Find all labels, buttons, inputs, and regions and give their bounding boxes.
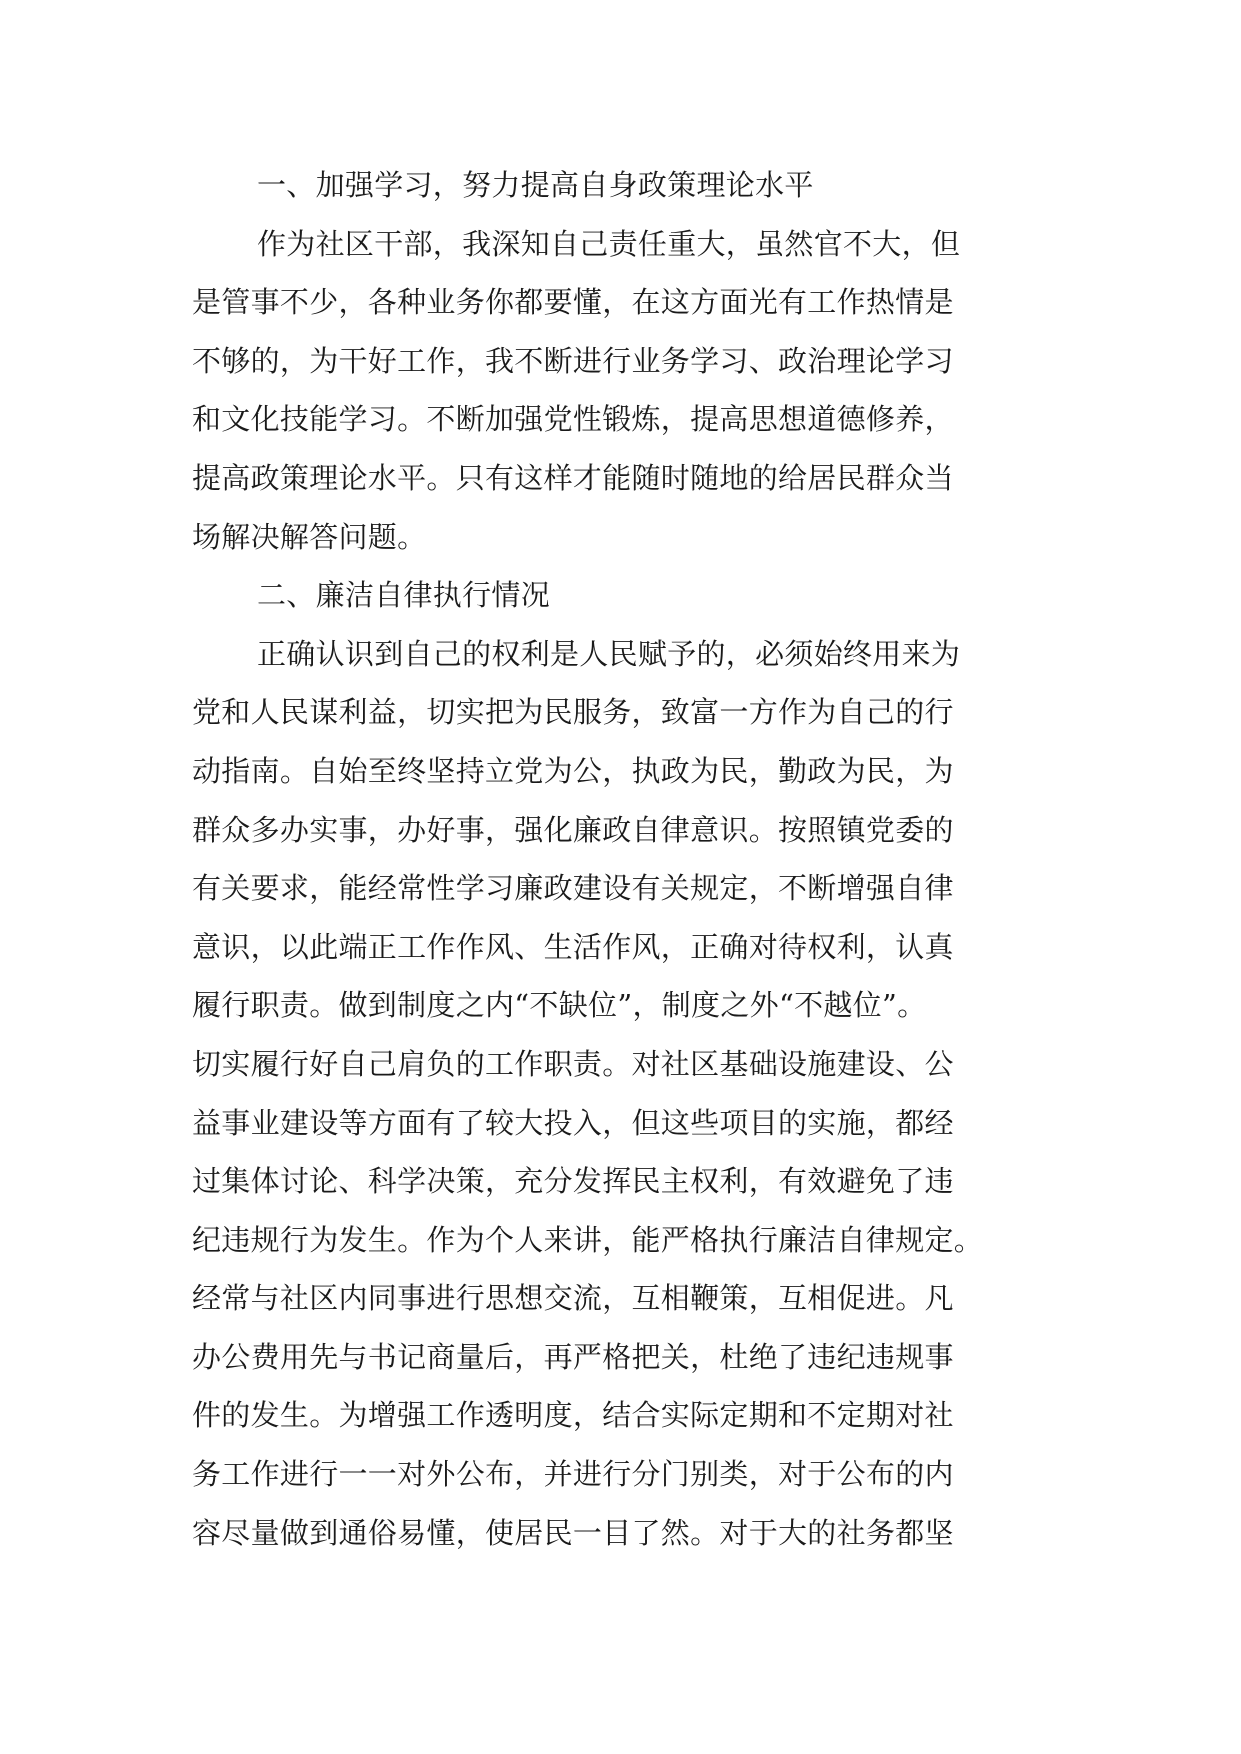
paragraph-line: 经常与社区内同事进行思想交流，互相鞭策，互相促进。凡 xyxy=(192,1281,954,1316)
paragraph-line: 件的发生。为增强工作透明度，结合实际定期和不定期对社 xyxy=(192,1398,954,1433)
section-heading-2: 二、廉洁自律执行情况 xyxy=(257,578,551,613)
paragraph-line: 作为社区干部，我深知自己责任重大，虽然官不大，但 xyxy=(257,226,961,261)
paragraph-line: 不够的，为干好工作，我不断进行业务学习、政治理论学习 xyxy=(192,343,954,378)
paragraph-line: 纪违规行为发生。作为个人来讲，能严格执行廉洁自律规定。 xyxy=(192,1222,984,1257)
paragraph-line: 和文化技能学习。不断加强党性锻炼，提高思想道德修养， xyxy=(192,402,954,437)
paragraph-line: 有关要求，能经常性学习廉政建设有关规定，不断增强自律 xyxy=(192,871,954,906)
paragraph-line: 益事业建设等方面有了较大投入，但这些项目的实施，都经 xyxy=(192,1105,954,1140)
paragraph-line: 群众多办实事，办好事，强化廉政自律意识。按照镇党委的 xyxy=(192,812,954,847)
paragraph-line: 正确认识到自己的权利是人民赋予的，必须始终用来为 xyxy=(257,636,961,671)
paragraph-line: 意识，以此端正工作作风、生活作风，正确对待权利，认真 xyxy=(192,929,954,964)
paragraph-line: 切实履行好自己肩负的工作职责。对社区基础设施建设、公 xyxy=(192,1046,954,1081)
paragraph-line: 务工作进行一一对外公布，并进行分门别类，对于公布的内 xyxy=(192,1457,954,1492)
paragraph-line: 党和人民谋利益，切实把为民服务，致富一方作为自己的行 xyxy=(192,695,954,730)
paragraph-line: 容尽量做到通俗易懂，使居民一目了然。对于大的社务都坚 xyxy=(192,1515,954,1550)
paragraph-line: 过集体讨论、科学决策，充分发挥民主权利，有效避免了违 xyxy=(192,1164,954,1199)
paragraph-line: 场解决解答问题。 xyxy=(192,519,427,554)
paragraph-line: 提高政策理论水平。只有这样才能随时随地的给居民群众当 xyxy=(192,460,954,495)
paragraph-line: 动指南。自始至终坚持立党为公，执政为民，勤政为民，为 xyxy=(192,753,954,788)
paragraph-line: 是管事不少，各种业务你都要懂，在这方面光有工作热情是 xyxy=(192,285,954,320)
paragraph-line: 办公费用先与书记商量后，再严格把关，杜绝了违纪违规事 xyxy=(192,1339,954,1374)
section-heading-1: 一、加强学习，努力提高自身政策理论水平 xyxy=(257,168,814,202)
document-body xyxy=(192,156,1049,1562)
paragraph-line: 履行职责。做到制度之内“不缺位”，制度之外“不越位”。 xyxy=(192,988,927,1023)
